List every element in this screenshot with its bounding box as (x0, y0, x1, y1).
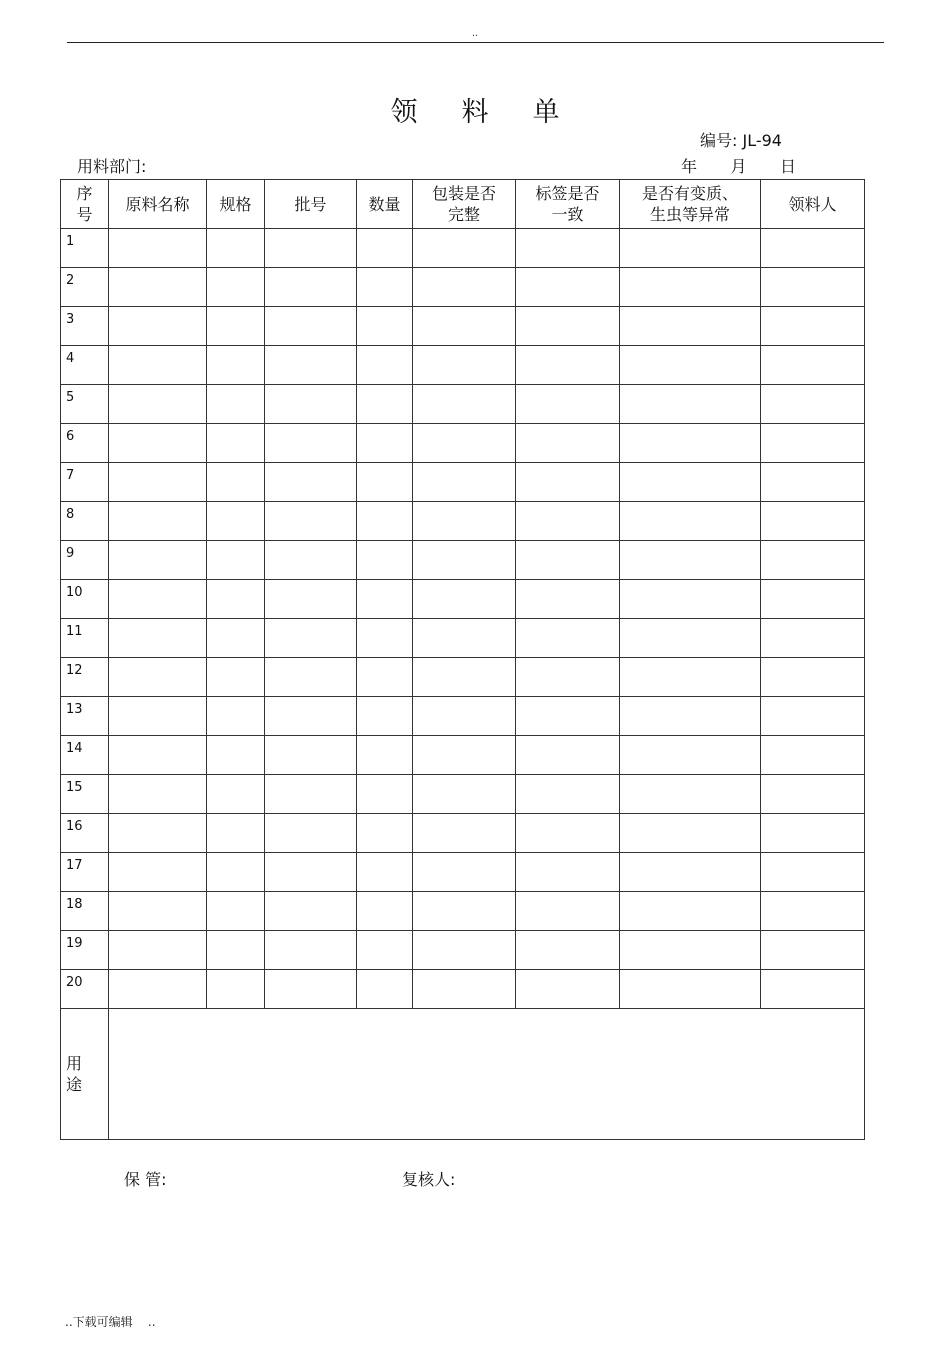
row-number: 7 (66, 468, 75, 483)
entry-cell[interactable] (357, 385, 413, 424)
entry-cell[interactable] (265, 775, 357, 814)
entry-cell[interactable] (761, 229, 865, 268)
entry-cell[interactable] (761, 853, 865, 892)
entry-cell[interactable] (761, 307, 865, 346)
entry-cell[interactable] (109, 268, 207, 307)
entry-cell[interactable] (109, 853, 207, 892)
date-day-label: 日 (779, 157, 796, 176)
entry-cell[interactable] (761, 931, 865, 970)
entry-cell[interactable] (413, 502, 516, 541)
entry-cell[interactable] (207, 424, 265, 463)
entry-cell[interactable] (109, 619, 207, 658)
entry-cell[interactable] (109, 424, 207, 463)
entry-cell[interactable] (357, 697, 413, 736)
entry-cell[interactable] (207, 736, 265, 775)
entry-cell[interactable] (620, 736, 761, 775)
entry-cell[interactable] (265, 697, 357, 736)
entry-cell[interactable] (265, 736, 357, 775)
entry-cell[interactable] (761, 697, 865, 736)
entry-cell[interactable] (413, 853, 516, 892)
entry-cell[interactable] (357, 463, 413, 502)
entry-cell[interactable] (413, 385, 516, 424)
table-row (61, 541, 865, 580)
entry-cell[interactable] (207, 892, 265, 931)
table-header-row (61, 180, 865, 229)
department-label: 用料部门: (77, 157, 147, 176)
entry-cell[interactable] (761, 463, 865, 502)
entry-cell[interactable] (207, 619, 265, 658)
column-header: 包装是否 完整 (413, 180, 516, 229)
entry-cell[interactable] (207, 268, 265, 307)
entry-cell[interactable] (265, 502, 357, 541)
entry-cell[interactable] (413, 892, 516, 931)
column-header: 数量 (357, 180, 413, 229)
row-number: 16 (66, 819, 83, 834)
entry-cell[interactable] (620, 853, 761, 892)
row-number: 15 (66, 780, 83, 795)
entry-cell[interactable] (357, 268, 413, 307)
table-body (61, 229, 865, 1140)
entry-cell[interactable] (265, 229, 357, 268)
entry-cell[interactable] (207, 385, 265, 424)
entry-cell[interactable] (620, 931, 761, 970)
header-rule (67, 42, 884, 43)
table-row (61, 268, 865, 307)
row-number: 11 (66, 624, 83, 639)
column-header: 规格 (207, 180, 265, 229)
entry-cell[interactable] (207, 931, 265, 970)
entry-cell[interactable] (413, 307, 516, 346)
entry-cell[interactable] (357, 853, 413, 892)
entry-cell[interactable] (413, 658, 516, 697)
usage-row (61, 1009, 865, 1140)
entry-cell[interactable] (109, 931, 207, 970)
entry-cell[interactable] (109, 229, 207, 268)
entry-cell[interactable] (761, 970, 865, 1009)
table-row (61, 736, 865, 775)
column-header: 批号 (265, 180, 357, 229)
entry-cell[interactable] (620, 502, 761, 541)
column-header: 原料名称 (109, 180, 207, 229)
entry-cell[interactable] (516, 892, 620, 931)
row-number-cell (61, 970, 109, 1009)
entry-cell[interactable] (265, 541, 357, 580)
entry-cell[interactable] (207, 814, 265, 853)
entry-cell[interactable] (357, 658, 413, 697)
entry-cell[interactable] (761, 541, 865, 580)
row-number: 5 (66, 390, 75, 405)
entry-cell[interactable] (357, 307, 413, 346)
entry-cell[interactable] (620, 970, 761, 1009)
entry-cell[interactable] (265, 892, 357, 931)
entry-cell[interactable] (357, 424, 413, 463)
row-number-cell (61, 268, 109, 307)
date-line (681, 154, 796, 177)
row-number-cell (61, 736, 109, 775)
entry-cell[interactable] (357, 541, 413, 580)
row-number: 19 (66, 936, 83, 951)
row-number-cell (61, 658, 109, 697)
entry-cell[interactable] (109, 892, 207, 931)
entry-cell[interactable] (413, 736, 516, 775)
entry-cell[interactable] (207, 580, 265, 619)
entry-cell[interactable] (620, 424, 761, 463)
row-number: 6 (66, 429, 75, 444)
table-row (61, 229, 865, 268)
entry-cell[interactable] (761, 892, 865, 931)
page-title: 领料单 (390, 97, 604, 128)
usage-entry-cell[interactable] (109, 1009, 865, 1140)
entry-cell[interactable] (265, 463, 357, 502)
row-number-cell (61, 346, 109, 385)
entry-cell[interactable] (620, 229, 761, 268)
entry-cell[interactable] (516, 619, 620, 658)
table-row (61, 424, 865, 463)
entry-cell[interactable] (620, 385, 761, 424)
entry-cell[interactable] (620, 346, 761, 385)
row-number: 4 (66, 351, 75, 366)
entry-cell[interactable] (761, 580, 865, 619)
entry-cell[interactable] (265, 970, 357, 1009)
entry-cell[interactable] (516, 424, 620, 463)
row-number: 1 (66, 234, 75, 249)
row-number-cell (61, 892, 109, 931)
row-number-cell (61, 307, 109, 346)
row-number-cell (61, 385, 109, 424)
reviewer-signature-label: 复核人: (402, 1170, 456, 1189)
entry-cell[interactable] (357, 619, 413, 658)
entry-cell[interactable] (413, 268, 516, 307)
entry-cell[interactable] (357, 736, 413, 775)
row-number-cell (61, 931, 109, 970)
entry-cell[interactable] (207, 853, 265, 892)
entry-cell[interactable] (109, 502, 207, 541)
row-number-cell (61, 619, 109, 658)
entry-cell[interactable] (109, 307, 207, 346)
row-number-cell (61, 580, 109, 619)
table-row (61, 775, 865, 814)
entry-cell[interactable] (413, 697, 516, 736)
entry-cell[interactable] (265, 385, 357, 424)
entry-cell[interactable] (109, 385, 207, 424)
entry-cell[interactable] (265, 619, 357, 658)
entry-cell[interactable] (265, 268, 357, 307)
entry-cell[interactable] (109, 970, 207, 1009)
entry-cell[interactable] (357, 229, 413, 268)
column-header: 序 号 (61, 180, 109, 229)
entry-cell[interactable] (265, 853, 357, 892)
entry-cell[interactable] (265, 424, 357, 463)
entry-cell[interactable] (413, 814, 516, 853)
entry-cell[interactable] (207, 346, 265, 385)
entry-cell[interactable] (357, 346, 413, 385)
entry-cell[interactable] (357, 580, 413, 619)
column-header: 是否有变质、 生虫等异常 (620, 180, 761, 229)
entry-cell[interactable] (516, 307, 620, 346)
entry-cell[interactable] (357, 931, 413, 970)
table-row (61, 346, 865, 385)
entry-cell[interactable] (265, 658, 357, 697)
table-row (61, 931, 865, 970)
column-header: 领料人 (761, 180, 865, 229)
usage-label: 用 途 (61, 1009, 109, 1140)
entry-cell[interactable] (109, 541, 207, 580)
row-number: 2 (66, 273, 75, 288)
entry-cell[interactable] (109, 697, 207, 736)
entry-cell[interactable] (761, 658, 865, 697)
row-number-cell (61, 853, 109, 892)
entry-cell[interactable] (620, 580, 761, 619)
entry-cell[interactable] (109, 463, 207, 502)
row-number: 14 (66, 741, 83, 756)
table-row (61, 463, 865, 502)
entry-cell[interactable] (516, 736, 620, 775)
table-row (61, 502, 865, 541)
entry-cell[interactable] (761, 346, 865, 385)
entry-cell[interactable] (357, 814, 413, 853)
entry-cell[interactable] (516, 502, 620, 541)
entry-cell[interactable] (516, 541, 620, 580)
row-number: 8 (66, 507, 75, 522)
entry-cell[interactable] (620, 541, 761, 580)
row-number: 20 (66, 975, 83, 990)
table-row (61, 697, 865, 736)
entry-cell[interactable] (207, 463, 265, 502)
entry-cell[interactable] (265, 307, 357, 346)
date-month-label: 月 (730, 157, 747, 176)
entry-cell[interactable] (357, 970, 413, 1009)
column-header: 标签是否 一致 (516, 180, 620, 229)
entry-cell[interactable] (761, 385, 865, 424)
row-number-cell (61, 229, 109, 268)
table-row (61, 970, 865, 1009)
entry-cell[interactable] (620, 463, 761, 502)
entry-cell[interactable] (109, 775, 207, 814)
entry-cell[interactable] (761, 814, 865, 853)
entry-cell[interactable] (761, 502, 865, 541)
entry-cell[interactable] (413, 346, 516, 385)
form-code: 编号: JL-94 (700, 131, 782, 150)
entry-cell[interactable] (207, 502, 265, 541)
row-number: 17 (66, 858, 83, 873)
entry-cell[interactable] (265, 814, 357, 853)
entry-cell[interactable] (516, 970, 620, 1009)
entry-cell[interactable] (761, 775, 865, 814)
entry-cell[interactable] (413, 970, 516, 1009)
entry-cell[interactable] (265, 580, 357, 619)
entry-cell[interactable] (620, 697, 761, 736)
row-number: 9 (66, 546, 75, 561)
row-number-cell (61, 424, 109, 463)
row-number: 18 (66, 897, 83, 912)
entry-cell[interactable] (109, 346, 207, 385)
table-row (61, 814, 865, 853)
row-number: 10 (66, 585, 83, 600)
entry-cell[interactable] (620, 658, 761, 697)
entry-cell[interactable] (413, 541, 516, 580)
entry-cell[interactable] (620, 268, 761, 307)
row-number-cell (61, 463, 109, 502)
table-row (61, 619, 865, 658)
entry-cell[interactable] (516, 931, 620, 970)
entry-cell[interactable] (620, 892, 761, 931)
entry-cell[interactable] (516, 697, 620, 736)
table-row (61, 580, 865, 619)
entry-cell[interactable] (413, 463, 516, 502)
entry-cell[interactable] (413, 580, 516, 619)
entry-cell[interactable] (413, 775, 516, 814)
entry-cell[interactable] (516, 385, 620, 424)
entry-cell[interactable] (516, 580, 620, 619)
row-number-cell (61, 502, 109, 541)
entry-cell[interactable] (620, 307, 761, 346)
entry-cell[interactable] (109, 736, 207, 775)
entry-cell[interactable] (207, 658, 265, 697)
entry-cell[interactable] (207, 970, 265, 1009)
row-number: 13 (66, 702, 83, 717)
table-row (61, 385, 865, 424)
date-year-label: 年 (681, 157, 698, 176)
entry-cell[interactable] (265, 346, 357, 385)
entry-cell[interactable] (109, 814, 207, 853)
row-number-cell (61, 775, 109, 814)
entry-cell[interactable] (413, 424, 516, 463)
entry-cell[interactable] (357, 892, 413, 931)
entry-cell[interactable] (265, 931, 357, 970)
header-mark: .. (471, 28, 479, 39)
entry-cell[interactable] (207, 697, 265, 736)
entry-cell[interactable] (516, 463, 620, 502)
entry-cell[interactable] (357, 775, 413, 814)
entry-cell[interactable] (207, 775, 265, 814)
row-number: 12 (66, 663, 83, 678)
entry-cell[interactable] (413, 931, 516, 970)
entry-cell[interactable] (207, 229, 265, 268)
entry-cell[interactable] (207, 307, 265, 346)
table-row (61, 307, 865, 346)
requisition-table (60, 179, 865, 1140)
entry-cell[interactable] (413, 229, 516, 268)
entry-cell[interactable] (207, 541, 265, 580)
entry-cell[interactable] (761, 619, 865, 658)
entry-cell[interactable] (413, 619, 516, 658)
table-row (61, 892, 865, 931)
entry-cell[interactable] (516, 814, 620, 853)
row-number-cell (61, 697, 109, 736)
entry-cell[interactable] (516, 658, 620, 697)
entry-cell[interactable] (620, 775, 761, 814)
entry-cell[interactable] (357, 502, 413, 541)
entry-cell[interactable] (516, 775, 620, 814)
entry-cell[interactable] (109, 580, 207, 619)
table-row (61, 658, 865, 697)
entry-cell[interactable] (109, 658, 207, 697)
footer-note: ..下载可编辑 .. (65, 1315, 156, 1329)
entry-cell[interactable] (620, 619, 761, 658)
entry-cell[interactable] (761, 268, 865, 307)
keeper-signature-label: 保 管: (124, 1170, 167, 1189)
row-number: 3 (66, 312, 75, 327)
entry-cell[interactable] (516, 853, 620, 892)
table-row (61, 853, 865, 892)
entry-cell[interactable] (761, 736, 865, 775)
entry-cell[interactable] (516, 268, 620, 307)
row-number-cell (61, 541, 109, 580)
entry-cell[interactable] (761, 424, 865, 463)
row-number-cell (61, 814, 109, 853)
entry-cell[interactable] (516, 229, 620, 268)
entry-cell[interactable] (620, 814, 761, 853)
entry-cell[interactable] (516, 346, 620, 385)
